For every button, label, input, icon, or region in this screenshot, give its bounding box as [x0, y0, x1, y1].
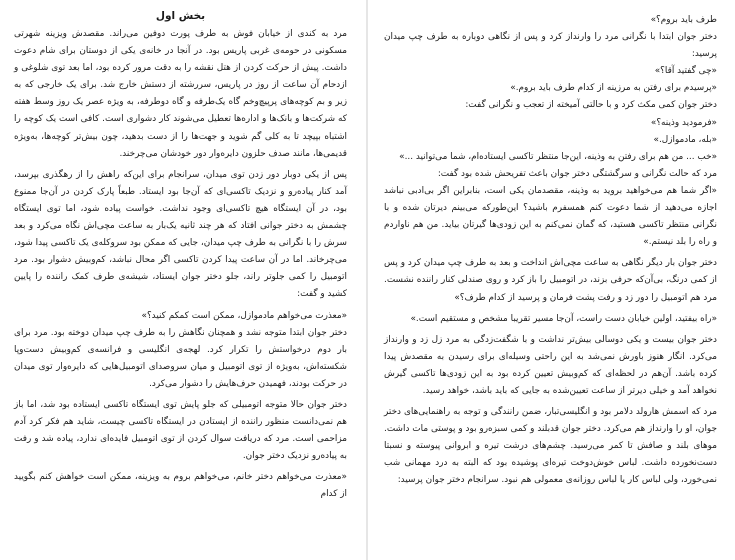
paragraph: دختر جوان ابتدا با نگرانی مرد را وارنداز کرد و پس از نگاهی دوباره به طرف چپ میدان پرسید: — [384, 32, 717, 60]
dialogue-line: «بله، مادموازل.» — [653, 134, 717, 145]
dialogue-line: «راه بیفتید، اولین خیابان دست راست، آن‌جا مسیر تقریبا مشخص و مستقیم است.» — [410, 313, 717, 324]
left-page — [0, 0, 363, 560]
dialogue-line: «فرمودید وذینه؟» — [650, 117, 717, 128]
paragraph: دختر جوان کمی مکث کرد و با حالتی آمیخته از تعجب و نگرانی گفت: — [465, 100, 717, 111]
paragraph: دختر جوان بار دیگر نگاهی به ساعت مچی‌اش انداخت و بعد به طرف چپ میدان کرد و پس از کمی درنگ، بی‌آن‌که حرفی بزند، در اتومبیل را باز کرد و روی صندلی کنار راننده نشست. مرد هم اتومبیل را دور زد و رفت پشت فرمان و پرسید از کدام طرف؟» — [384, 258, 717, 303]
dialogue-line: «اگر شما هم می‌خواهید بروید به وذینه، مقصدمان یکی است، بنابراین اگر بی‌ادبی نباشد اجازه می‌دهید از شما دعوت کنم همسفرم باشید؟ این‌طورکه می‌بینم دیرتان شده و با نگرانی منتظر تاکسی هستید، که گمان نمی‌کنم به این زودی‌ها گیرتان بیاید. من هم ناواردم و راه را بلد نیستم.» — [384, 185, 717, 248]
dialogue-line: «معذرت می‌خواهم مادموازل، ممکن است کمکم کنید؟» — [141, 310, 347, 321]
paragraph: مرد که حالت نگرانی و سرگشتگی دختر جوان باعث تفریحش شده بود گفت: — [437, 168, 717, 179]
chapter-title: بخش اول — [155, 10, 206, 22]
dialogue-line: طرف باید بروم؟» — [650, 15, 717, 25]
paragraph: دختر جوان حالا متوجه اتومبیلی که جلو پایش توی ایستگاه تاکسی ایستاده بود شد، اما باز هم نمی‌دانست منظور راننده از ایستادن در ایستگاه تاکسی چیست، شاید هم فکر کرد آدم مزاحمی است. مرد که دریافت سوال کردن از توی اتومبیل فایده‌ای ندارد، پیاده شد و رفت به پیاده‌رو نزدیک دختر جوان. — [14, 399, 347, 462]
paragraph: دختر جوان بیست و یکی دوسالی بیش‌تر نداشت و با شگفت‌زدگی به مرد زل زد و وارنداز می‌کرد. انگار هنوز باورش نمی‌شد به این راحتی وسیله‌ای برای رسیدن به مقصدش پیدا کرده باشد. آن‌هم در لحظه‌ای که کم‌وبیش تعیین کرده بود به این زودی‌ها تاکسی گیرش نخواهد آمد و خیلی دیرتر از ساعت تعیین‌شده به جایی که باید باشد، خواهد رسید. — [384, 334, 717, 396]
paragraph: پس از یکی دوبار دور زدن توی میدان، سرانجام برای این‌که راهش را از رهگذری بپرسد، آمد کنار پیاده‌رو و نزدیک تاکسی‌ای که آن‌جا بود ایستاد. طبعاً پارک کردن در آن‌جا ممنوع بود، در آن ایستگاه هیچ تاکسی‌ای وجود نداشت. خواست پیاده شود، اما توی ایستگاه چشمش به دختر جوانی افتاد که هر چند ثانیه یک‌بار به ساعت مچی‌اش نگاه می‌کرد و بعد سرش را با نگرانی به طرف چپ میدان، جایی که ممکن بود سروکله‌ی یک تاکسی پیدا شود، می‌چرخاند. اما در آن ساعت پیدا کردن تاکسی اگر محال نباشد، کم‌وبیش دشوار بود. مرد اتومبیل را کمی جلوتر راند، جلو دختر جوان ایستاد، شیشه‌ی طرف کمک راننده را پایین کشید و گفت: — [14, 169, 347, 300]
dialogue-line: «معذرت می‌خواهم دختر خانم، می‌خواهم بروم به ویزینه، ممکن است خواهش کنم بگویید از کدام — [14, 472, 347, 500]
paragraph: مرد به کندی از خیابان فوش به طرف پورت دوفین می‌راند. مقصدش ویزینه شهرتی مسکونی در حومه‌ی غربی پاریس بود. در آنجا در خانه‌ی یکی از دوستان برای شام دعوت داشت. پیش از حرکت کردن از هتل نقشه را به دقت مرور کرده بود، اما بعد توی شلوغی و ازدحام آن ساعت از روز در پاریس، سررشته از دستش خارج شد. برای یک خارجی که به زیر و بم کوچه‌های پرپیچ‌وخم گاه یک‌طرفه و گاه دوطرفه، به ویژه عصر یک روز وسط هفته که شرکت‌ها و بانک‌ها و اداره‌ها تعطیل می‌شوند کار دشواری است. کافی است یک کوچه را اشتباه بپیچد تا به کلی گم شوید و جهت‌ها را از دست بدهید، چون بیش‌تر کوچه‌ها، به‌ویژه قدیمی‌ها، مانند صدف حلزون دایره‌وار دور خودشان می‌چرخند. — [14, 29, 347, 159]
dialogue-line: «چی گفتید آقا؟» — [654, 66, 717, 77]
page-gutter — [366, 0, 368, 560]
dialogue-line: «خب ... من هم برای رفتن به وذینه، این‌جا منتظر تاکسی ایستاده‌ام، شما می‌توانید ...» — [399, 151, 717, 162]
paragraph: دختر جوان ابتدا متوجه نشد و همچنان نگاهش را به طرف چپ میدان دوخته بود. مرد برای بار دوم درخواستش را تکرار کرد. لهجه‌ی انگلیسی و فرانسه‌ی کم‌وبیش دست‌وپا شکسته‌اش، به‌ویژه از توی اتومبیل و میان سروصدای اتومبیل‌هایی که دایره‌وار توی میدان در حرکت بودند، فهمیدن حرف‌هایش را دشوار می‌کرد. — [14, 327, 347, 389]
right-page — [372, 0, 735, 560]
paragraph: مرد که اسمش هارولد دلامر بود و انگلیسی‌تبار، ضمن رانندگی و توجه به راهنمایی‌های دختر جوان، او را وارنداز هم می‌کرد. دختر جوان قدبلند و کمی سبزه‌رو بود و پوستی مات داشت. موهای بلند و صافش تا کمر می‌رسید. چشم‌های درشت تیره و ابروانی پیوسته و نسبتا دست‌نخورده داشت. لباس خوش‌دوخت تیره‌ای پوشیده بود که البته به درد مهمانی شب نمی‌خورد، ولی لباس کار یا لباس روزانه‌ی معمولی هم نبود. سرانجام دختر جوان پرسید: — [384, 407, 717, 486]
dialogue-line: «پرسیدم برای رفتن به مرزینه از کدام طرف باید بروم.» — [510, 83, 717, 94]
